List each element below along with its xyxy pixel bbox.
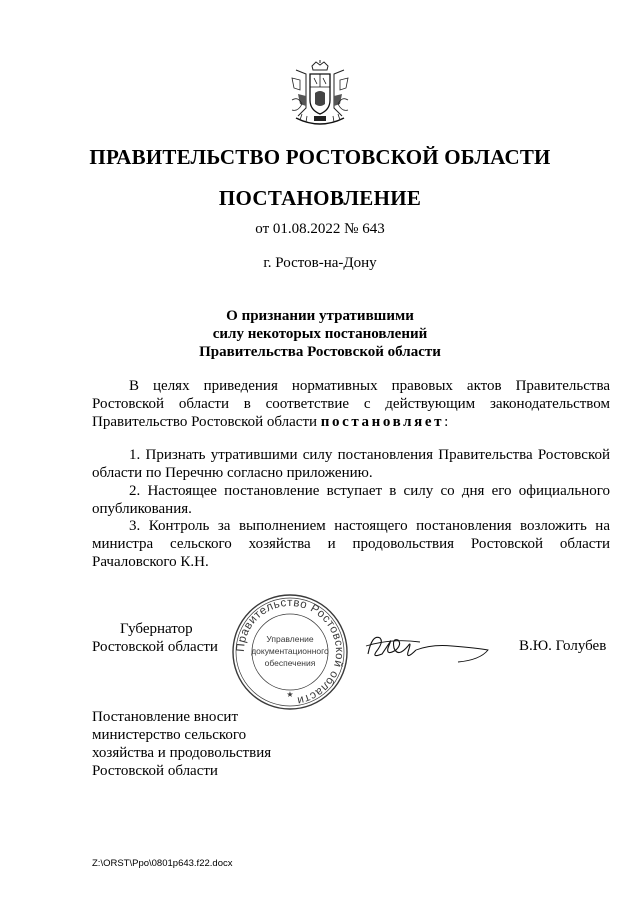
title-line: силу некоторых постановлений bbox=[212, 326, 428, 342]
official-stamp bbox=[230, 592, 350, 712]
stamp-ring-text: Правительство Ростовской области bbox=[234, 596, 346, 707]
introduced-by-line: Постановление вносит bbox=[92, 709, 239, 725]
item-2-paragraph: 2. Настоящее постановление вступает в силу со дня его официального опубликования. bbox=[92, 483, 610, 518]
handwritten-signature-icon bbox=[362, 624, 492, 668]
preamble-colon: : bbox=[444, 414, 449, 431]
preamble-paragraph bbox=[92, 377, 610, 432]
coat-of-arms-icon bbox=[288, 60, 352, 128]
introduced-by-line: хозяйства и продовольствия bbox=[92, 745, 272, 761]
document-title bbox=[0, 307, 640, 361]
item-3-paragraph: 3. Контроль за выполнением настоящего постановления возложить на министра сельского хозяйства и продовольствия Ростовской области Рачаловского К.Н. bbox=[92, 518, 610, 571]
preamble-text: В целях приведения нормативных правовых актов Правительства Ростовской области в соответствие с действующим законодательством Правительство Ростовской области bbox=[92, 378, 610, 431]
title-line: О признании утратившими bbox=[226, 308, 414, 324]
document-city: г. Ростов-на-Дону bbox=[263, 255, 377, 271]
signer-name: В.Ю. Голубев bbox=[519, 638, 607, 654]
item-1-paragraph: 1. Признать утратившими силу постановления Правительства Ростовской области по Перечню согласно приложению. bbox=[92, 447, 610, 482]
government-name: ПРАВИТЕЛЬСТВО РОСТОВСКОЙ ОБЛАСТИ bbox=[89, 145, 551, 169]
stamp-inner-line: Управление bbox=[266, 634, 314, 644]
signer-position-line: Ростовской области bbox=[92, 639, 218, 655]
stamp-inner-line: документационного bbox=[251, 646, 329, 656]
title-line: Правительства Ростовской области bbox=[199, 344, 441, 360]
signer-position-line: Губернатор bbox=[120, 621, 193, 637]
stamp-star-icon: ★ bbox=[286, 690, 294, 699]
introduced-by-line: министерство сельского bbox=[92, 727, 247, 743]
introduced-by-line: Ростовской области bbox=[92, 763, 218, 779]
introduced-by-block bbox=[92, 708, 271, 780]
document-type: ПОСТАНОВЛЕНИЕ bbox=[218, 186, 422, 210]
decree-word: постановляет bbox=[320, 414, 445, 431]
signer-position bbox=[92, 620, 218, 656]
document-date-number: от 01.08.2022 № 643 bbox=[255, 221, 385, 237]
stamp-inner-line: обеспечения bbox=[264, 658, 316, 668]
file-path: Z:\ORST\Ppo\0801p643.f22.docx bbox=[92, 858, 233, 869]
